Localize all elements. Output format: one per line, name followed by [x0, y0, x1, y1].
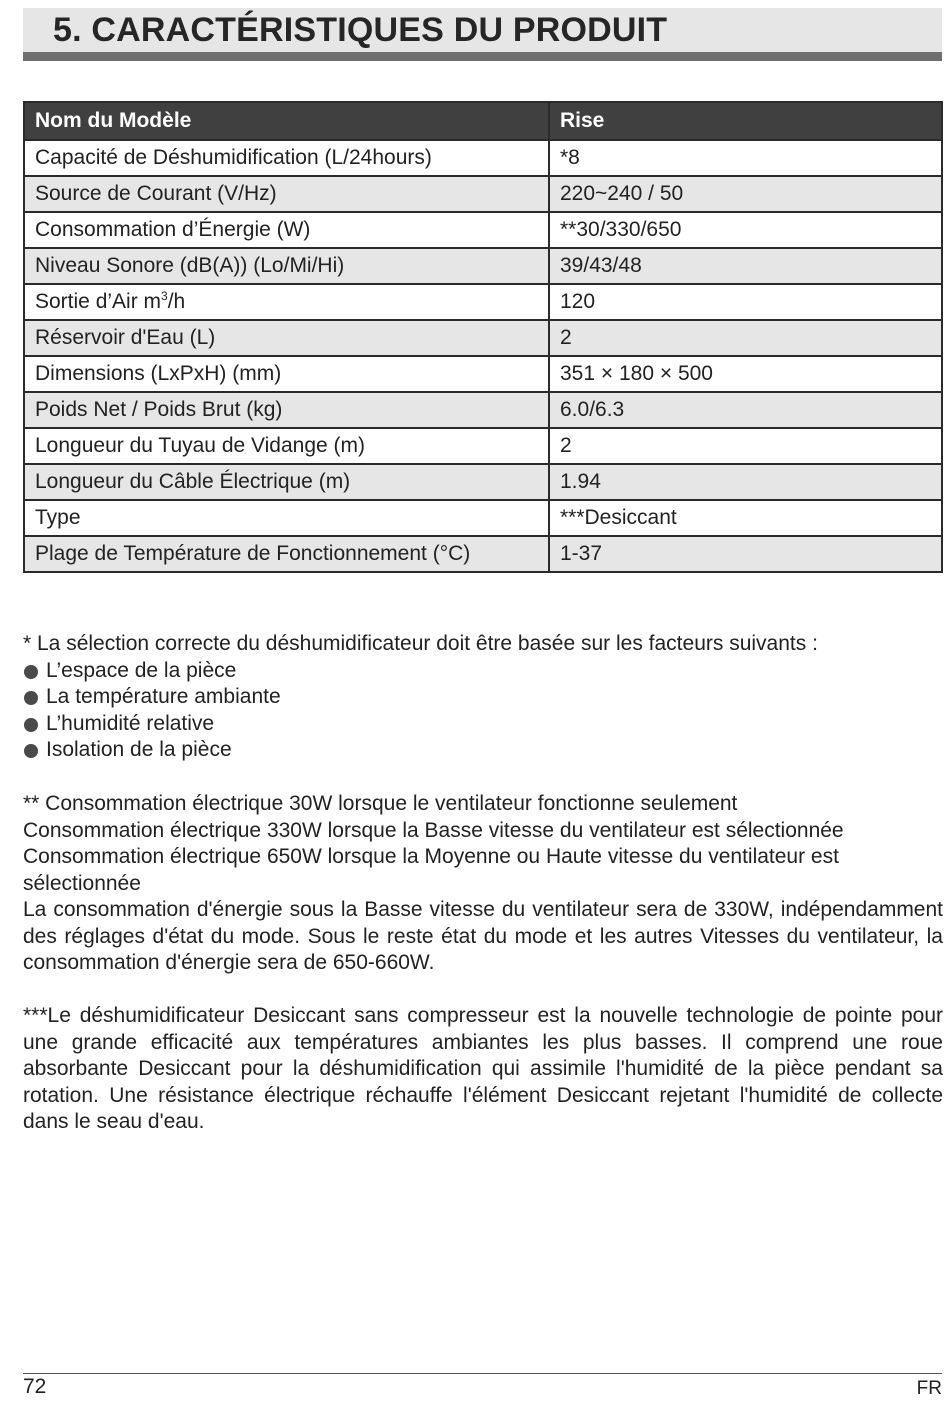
- table-row: [24, 320, 942, 356]
- language-code: FR: [916, 1378, 942, 1399]
- row-value: 351 × 180 × 500: [549, 356, 942, 392]
- table-row: [24, 500, 942, 536]
- table-row: [24, 428, 942, 464]
- table-row: [24, 176, 942, 212]
- row-label: Réservoir d'Eau (L): [24, 320, 549, 356]
- list-item: [23, 737, 943, 764]
- row-value: 220~240 / 50: [549, 176, 942, 212]
- row-value: **30/330/650: [549, 212, 942, 248]
- row-label-prefix: Sortie d’Air m: [35, 290, 162, 313]
- table-header-row: [24, 102, 942, 140]
- row-label: Plage de Température de Fonctionnement (°C): [24, 536, 549, 572]
- row-value: 2: [549, 320, 942, 356]
- row-label-superscript: 3: [161, 289, 168, 303]
- bullet-dot-icon: [24, 718, 38, 732]
- row-value: *8: [549, 140, 942, 176]
- list-item-text: La température ambiante: [46, 685, 281, 708]
- row-label: Dimensions (LxPxH) (mm): [24, 356, 549, 392]
- note-desiccant-technology: ***Le déshumidificateur Desiccant sans compresseur est la nouvelle technologie de pointe pour une grande efficacité aux températures ambiantes les plus basses. Il comprend une roue absorbante Desiccant pour la déshumidification qui assimile l'humidité de la pièce pendant sa rotation. Une résistance électrique réchauffe l'élément Desiccant rejetant l'humidité de collecte dans le seau d'eau.: [23, 1004, 943, 1133]
- selection-factor-list: [23, 658, 943, 764]
- table-row: [24, 392, 942, 428]
- section-title-bar: [23, 8, 942, 61]
- table-row: [24, 140, 942, 176]
- page-number: 72: [23, 1375, 47, 1398]
- row-value: 39/43/48: [549, 248, 942, 284]
- row-label: Niveau Sonore (dB(A)) (Lo/Mi/Hi): [24, 248, 549, 284]
- bullet-dot-icon: [24, 665, 38, 679]
- row-label: Longueur du Câble Électrique (m): [24, 464, 549, 500]
- note-line: Consommation électrique 650W lorsque la Moyenne ou Haute vitesse du ventilateur est sélectionnée: [23, 845, 839, 895]
- row-value: 6.0/6.3: [549, 392, 942, 428]
- table-row: [24, 212, 942, 248]
- row-label: Consommation d’Énergie (W): [24, 212, 549, 248]
- row-value: 1-37: [549, 536, 942, 572]
- row-label-suffix: /h: [167, 290, 186, 313]
- note-line: Consommation électrique 330W lorsque la Basse vitesse du ventilateur est sélectionnée: [23, 818, 844, 842]
- row-label: Poids Net / Poids Brut (kg): [24, 392, 549, 428]
- list-item-text: L’espace de la pièce: [46, 658, 237, 682]
- row-label: Source de Courant (V/Hz): [24, 176, 549, 212]
- row-value: 120: [549, 284, 942, 320]
- row-label: Longueur du Tuyau de Vidange (m): [24, 428, 549, 464]
- row-value: 1.94: [549, 464, 942, 500]
- table-row: [24, 248, 942, 284]
- table-row: [24, 284, 942, 320]
- note-selection-intro: * La sélection correcte du déshumidificateur doit être basée sur les facteurs suivants :: [23, 632, 818, 655]
- bullet-dot-icon: [24, 744, 38, 758]
- header-model-value: Rise: [549, 102, 942, 140]
- bullet-dot-icon: [24, 691, 38, 705]
- note-power-consumption: [23, 791, 943, 977]
- row-value: ***Desiccant: [549, 500, 942, 536]
- list-item: [23, 684, 943, 711]
- note-selection-factors: [23, 631, 943, 764]
- table-row: [24, 356, 942, 392]
- row-label: Type: [24, 500, 549, 536]
- row-label: Capacité de Déshumidification (L/24hours): [24, 140, 549, 176]
- list-item-text: Isolation de la pièce: [46, 738, 232, 761]
- footer-divider: [23, 1373, 942, 1374]
- section-title: 5. CARACTÉRISTIQUES DU PRODUIT: [53, 11, 668, 49]
- table-row: [24, 464, 942, 500]
- list-item-text: L’humidité relative: [46, 711, 215, 735]
- list-item: [23, 711, 943, 738]
- list-item: [23, 658, 943, 685]
- note-line: La consommation d'énergie sous la Basse vitesse du ventilateur sera de 330W, indépendamment des réglages d'état du mode. Sous le reste état du mode et les autres Vitesses du ventilateur, la consommation d'énergie sera de 650-660W.: [23, 898, 943, 974]
- specifications-table: [23, 101, 943, 573]
- note-line: ** Consommation électrique 30W lorsque le ventilateur fonctionne seulement: [23, 792, 738, 815]
- row-label: [24, 284, 549, 320]
- row-value: 2: [549, 428, 942, 464]
- table-row: [24, 536, 942, 572]
- header-model-label: Nom du Modèle: [24, 102, 549, 140]
